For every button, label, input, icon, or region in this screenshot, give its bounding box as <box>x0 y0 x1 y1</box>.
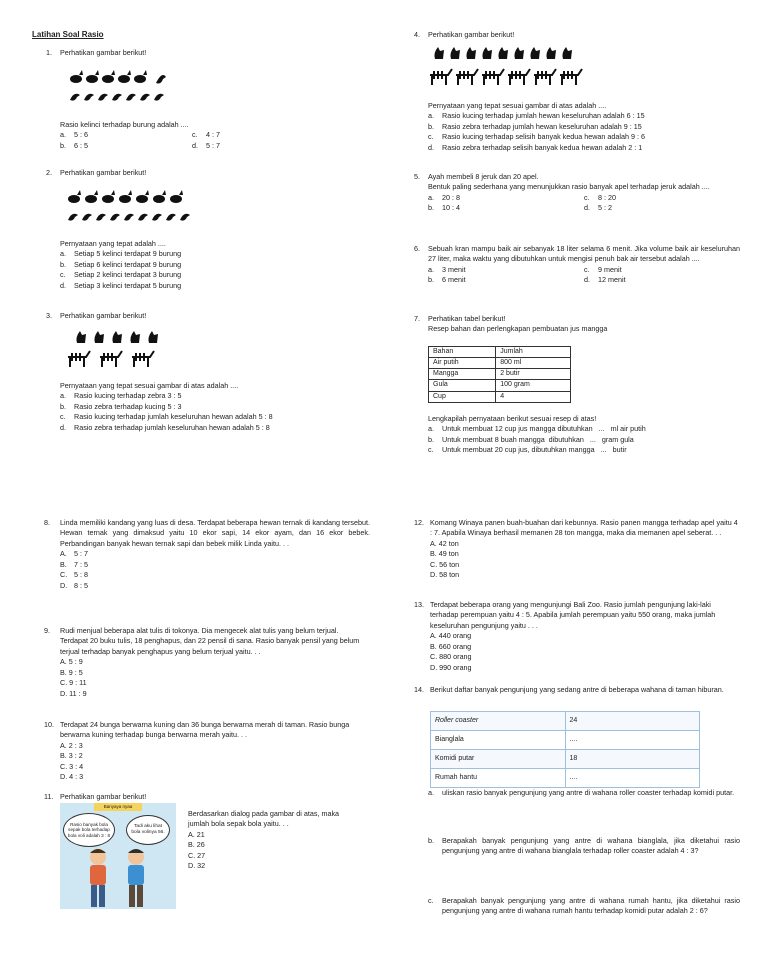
option-a[interactable]: a. 3 menit <box>428 264 466 274</box>
table-row: Bahan Jumlah <box>429 347 571 358</box>
picture-cats-zebras-2 <box>428 45 588 92</box>
question-7 <box>414 314 740 335</box>
cat-icon <box>434 47 444 59</box>
option-a[interactable]: A. 5 : 9 <box>60 657 83 667</box>
rabbit-icon <box>85 190 98 203</box>
cat-icon <box>76 331 86 343</box>
option-d[interactable]: d. 5 : 7 <box>192 140 220 150</box>
option-d[interactable]: D. 11 : 9 <box>60 688 87 698</box>
picture-rabbits-birds-2 <box>66 190 206 227</box>
bird-icon <box>154 94 164 101</box>
question-text: Perhatikan gambar berikut! <box>60 48 147 57</box>
question-prompt: Pernyataan yang tepat sesuai gambar di atas adalah .... <box>428 101 607 110</box>
sub-question-text: Berapakah banyak pengunjung yang antre di wahana rumah hantu, jika diketahui rasio pengunjung yang antre di wahana rumah hantu terhadap komidi putar adalah 2 : 6? <box>442 896 740 916</box>
dialog-illustration <box>60 803 176 909</box>
question-number: 14. <box>414 685 424 694</box>
cat-icon <box>466 47 476 59</box>
option-c[interactable]: C. 27 <box>188 850 206 860</box>
question-number: 10. <box>44 720 54 729</box>
question-number: 1. <box>46 48 52 57</box>
question-number: 6. <box>414 244 420 253</box>
bird-icon <box>140 94 150 101</box>
question-11 <box>44 792 146 802</box>
table-row: Cup 4 <box>429 391 571 402</box>
question-1 <box>46 48 256 58</box>
rabbit-icon <box>86 70 99 83</box>
option-c[interactable]: c. 8 : 20 <box>584 192 616 202</box>
zebra-icon <box>430 69 452 85</box>
question-number: 13. <box>414 600 424 609</box>
option-d[interactable]: D. 4 : 3 <box>60 772 84 782</box>
queue-table <box>430 711 700 788</box>
bird-icon <box>166 214 176 221</box>
question-10 <box>44 720 370 783</box>
option-d[interactable]: D. 32 <box>188 861 206 871</box>
question-number: 5. <box>414 172 420 181</box>
question-5 <box>414 172 740 214</box>
zebra-icon <box>132 351 154 367</box>
question-11-body <box>188 809 348 872</box>
question-4 <box>414 30 514 40</box>
rabbit-icon <box>118 70 131 83</box>
picture-rabbits-birds <box>68 70 168 107</box>
option-b[interactable]: b. 6 menit <box>428 275 466 285</box>
speech-bubble-right: Tadi aku lihat bola volinya 56. <box>126 815 170 845</box>
option-a[interactable]: A. 5 : 7 <box>60 549 88 559</box>
bird-icon <box>96 214 106 221</box>
option-a[interactable]: a. 5 : 6 <box>60 130 88 140</box>
rabbit-icon <box>102 190 115 203</box>
question-prompt: Pernyataan yang tepat adalah .... <box>60 239 166 248</box>
speech-bubble-left: Rasio banyak bola sepak bola terhadap bola voli adalah 3 : 8 <box>63 813 115 847</box>
question-text: Perhatikan gambar berikut! <box>60 792 147 801</box>
bird-icon <box>126 94 136 101</box>
question-text: Komang Winaya panen buah-buahan dari kebunnya. Rasio panen mangga terhadap apel yaitu 4 : 7. Apabila Winaya berhasil memanen 28 ton mangga, maka dia memanen apel seberat. . . <box>430 518 738 538</box>
question-prompt: Rasio kelinci terhadap burung adalah .... <box>60 120 189 129</box>
question-text: Sebuah kran mampu baik air sebanyak 18 liter selama 6 menit. Jika volume baik air keseluruhan 27 liter, maka waktu yang dibutuhkan untuk mengisi penuh bak air tersebut adalah .... <box>428 244 740 264</box>
rabbit-icon <box>153 190 166 203</box>
question-3-body <box>60 381 310 433</box>
option-a[interactable]: A. 21 <box>188 829 205 839</box>
option-b[interactable]: B. 9 : 5 <box>60 667 83 677</box>
option-b[interactable]: b. 6 : 5 <box>60 140 88 150</box>
question-number: 12. <box>414 518 424 527</box>
question-14-c: c. Berapakah banyak pengunjung yang antre di wahana rumah hantu, jika diketahui rasio pengunjung yang antre di wahana rumah hantu terhadap komidi putar adalah 2 : 6? <box>428 896 740 916</box>
sub-question-text: Berapakah banyak pengunjung yang antre di wahana bianglala, jika diketahui rasio pengunjung yang antre di wahana bianglala terhadap roller coaster adalah 4 : 3? <box>442 836 740 856</box>
option-c[interactable]: C. 9 : 11 <box>60 678 87 688</box>
option-b[interactable]: B. 49 ton <box>430 549 459 559</box>
zebra-icon <box>100 351 122 367</box>
option-a[interactable]: a. Setiap 5 kelinci terdapat 9 burung <box>60 249 182 259</box>
question-text: Perhatikan tabel berikut! <box>428 314 506 323</box>
table-row: Komidi putar 18 <box>431 750 700 769</box>
option-d[interactable]: D. 58 ton <box>430 570 460 580</box>
option-d[interactable]: d. Setiap 3 kelinci terdapat 5 burung <box>60 280 182 290</box>
question-number: 3. <box>46 311 52 320</box>
option-c[interactable]: c. Rasio kucing terhadap jumlah keseluruhan hewan adalah 5 : 8 <box>60 412 273 422</box>
question-text: Linda memiliki kandang yang luas di desa. Terdapat beberapa hewan ternak di kandang tersebut. Hewan ternak yang dimaksud yaitu 10 ekor sapi, 14 ekor ayam, dan 16 ekor bebek. Perbandingan banyak hewan ternak sapi dan bebek milik Linda yaitu. . . <box>60 518 370 548</box>
cat-icon <box>498 47 508 59</box>
option-a[interactable]: A. 440 orang <box>430 631 472 641</box>
question-number: 8. <box>44 518 50 527</box>
option-b[interactable]: b. Rasio zebra terhadap kucing 5 : 3 <box>60 401 182 411</box>
rabbit-icon <box>134 70 147 83</box>
bird-icon <box>98 94 108 101</box>
bird-icon <box>124 214 134 221</box>
question-text: Perhatikan gambar berikut! <box>428 30 515 39</box>
option-b[interactable]: B. 26 <box>188 840 205 850</box>
zebra-icon <box>456 69 478 85</box>
picture-cats-zebras <box>66 329 162 372</box>
option-b[interactable]: B. 660 orang <box>430 641 472 651</box>
zebra-icon <box>534 69 556 85</box>
question-8 <box>44 518 370 591</box>
question-6 <box>414 244 740 286</box>
banner: Banyaya nyaa <box>94 803 142 811</box>
question-number: 2. <box>46 168 52 177</box>
bird-icon <box>82 214 92 221</box>
question-number: 11. <box>44 792 54 801</box>
question-text: Perhatikan gambar berikut! <box>60 168 147 177</box>
option-d[interactable]: d. Rasio zebra terhadap jumlah keseluruhan hewan adalah 5 : 8 <box>60 422 270 432</box>
question-7-body <box>428 414 738 456</box>
rabbit-icon <box>70 70 83 83</box>
option-c[interactable]: c. Rasio kucing terhadap selisih banyak kedua hewan adalah 9 : 6 <box>428 132 645 142</box>
recipe-table <box>428 346 571 403</box>
bird-icon <box>156 75 166 84</box>
option-d[interactable]: d. Rasio zebra terhadap selisih banyak kedua hewan adalah 2 : 1 <box>428 142 643 152</box>
cat-icon <box>94 331 104 343</box>
table-row: Rumah hantu .... <box>431 769 700 788</box>
question-14-b: b. Berapakah banyak pengunjung yang antre di wahana bianglala, jika diketahui rasio pengunjung yang antre di wahana bianglala terhadap roller coaster adalah 4 : 3? <box>428 836 740 856</box>
question-number: 4. <box>414 30 420 39</box>
question-text: Terdapat 24 bunga berwarna kuning dan 36 bunga berwarna merah di taman. Rasio bunga berwarna kuning terhadap bunga berwarna merah yaitu. . . <box>60 720 350 740</box>
rabbit-icon <box>68 190 81 203</box>
option-a[interactable]: A. 2 : 3 <box>60 740 83 750</box>
boys-figure <box>80 847 156 909</box>
option-a[interactable]: a. 20 : 8 <box>428 192 460 202</box>
table-row: Gula 100 gram <box>429 380 571 391</box>
question-prompt: Pernyataan yang tepat sesuai gambar di atas adalah .... <box>60 381 239 390</box>
cat-icon <box>530 47 540 59</box>
question-14 <box>414 685 740 695</box>
question-4-body <box>428 101 728 153</box>
bird-icon <box>84 94 94 101</box>
question-prompt: Bentuk paling sederhana yang menunjukkan rasio banyak apel terhadap jeruk adalah .... <box>428 182 710 192</box>
question-9 <box>44 626 364 699</box>
zebra-icon <box>560 69 582 85</box>
question-number: 9. <box>44 626 50 635</box>
bird-icon <box>70 94 80 101</box>
question-12 <box>414 518 740 581</box>
table-row: Air putih 800 ml <box>429 358 571 369</box>
option-c[interactable]: C. 3 : 4 <box>60 761 84 771</box>
bird-icon <box>110 214 120 221</box>
question-3 <box>46 311 146 321</box>
question-2 <box>46 168 146 178</box>
question-prompt: Berdasarkan dialog pada gambar di atas, maka jumlah bola sepak bola yaitu. . . <box>188 809 340 829</box>
option-a[interactable]: a. Rasio kucing terhadap jumlah hewan keseluruhan adalah 6 : 15 <box>428 111 645 121</box>
option-b[interactable]: B. 7 : 5 <box>60 559 88 569</box>
option-a[interactable]: a. Untuk membuat 12 cup jus mangga dibutuhkan ... ml air putih <box>428 424 646 434</box>
option-c[interactable]: C. 5 : 8 <box>60 570 88 580</box>
option-b[interactable]: b. Setiap 6 kelinci terdapat 9 burung <box>60 259 182 269</box>
cat-icon <box>514 47 524 59</box>
sub-question-text: uliskan rasio banyak pengunjung yang antre di wahana roller coaster terhadap komidi putar. <box>442 788 735 797</box>
question-subtitle: Resep bahan dan perlengkapan pembuatan jus mangga <box>428 324 608 334</box>
cat-icon <box>546 47 556 59</box>
question-text: Rudi menjual beberapa alat tulis di tokonya. Dia mengecek alat tulis yang belum terjual. Terdapat 20 buku tulis, 18 penghapus, dan 22 pensil di sana. Rasio banyak pensil yang belum terjual terhadap banyak penghapus yang belum terjual yaitu. . . <box>60 626 360 656</box>
rabbit-icon <box>136 190 149 203</box>
option-b[interactable]: b. Untuk membuat 8 buah mangga dibutuhkan ... gram gula <box>428 434 634 444</box>
zebra-icon <box>68 351 90 367</box>
cat-icon <box>130 331 140 343</box>
option-b[interactable]: b. Rasio zebra terhadap jumlah hewan keseluruhan adalah 9 : 15 <box>428 121 642 131</box>
rabbit-icon <box>119 190 132 203</box>
option-d[interactable]: D. 8 : 5 <box>60 580 88 590</box>
question-text: Perhatikan gambar berikut! <box>60 311 147 320</box>
option-c[interactable]: c. 4 : 7 <box>192 130 220 140</box>
question-14-a: a. uliskan rasio banyak pengunjung yang antre di wahana roller coaster terhadap komidi putar. <box>428 788 740 798</box>
option-a[interactable]: A. 42 ton <box>430 538 459 548</box>
cat-icon <box>482 47 492 59</box>
bird-icon <box>138 214 148 221</box>
option-c[interactable]: c. Untuk membuat 20 cup jus, dibutuhkan mangga ... butir <box>428 445 627 455</box>
table-row: Roller coaster 24 <box>431 712 700 731</box>
rabbit-icon <box>102 70 115 83</box>
option-b[interactable]: b. 10 : 4 <box>428 203 460 213</box>
question-text: Berikut daftar banyak pengunjung yang sedang antre di beberapa wahana di taman hiburan. <box>430 685 724 694</box>
question-2-body <box>60 239 260 291</box>
cat-icon <box>148 331 158 343</box>
cat-icon <box>112 331 122 343</box>
bird-icon <box>152 214 162 221</box>
zebra-icon <box>508 69 530 85</box>
page-title: Latihan Soal Rasio <box>32 30 104 39</box>
bird-icon <box>112 94 122 101</box>
question-prompt: Lengkapilah pernyataan berikut sesuai resep di atas! <box>428 414 597 423</box>
option-c[interactable]: C. 880 orang <box>430 652 472 662</box>
option-d[interactable]: d. 12 menit <box>584 275 626 285</box>
cat-icon <box>562 47 572 59</box>
option-c[interactable]: C. 56 ton <box>430 559 460 569</box>
option-c[interactable]: c. Setiap 2 kelinci terdapat 3 burung <box>60 270 182 280</box>
bird-icon <box>180 214 190 221</box>
cat-icon <box>450 47 460 59</box>
question-13 <box>414 600 740 673</box>
question-text: Ayah membeli 8 jeruk dan 20 apel. <box>428 172 539 181</box>
question-text: Terdapat beberapa orang yang mengunjungi Bali Zoo. Rasio jumlah pengunjung laki-laki terhadap perempuan yaitu 4 : 5. Apabila jumlah perempuan yaitu 550 orang, maka jumlah keseluruhan pengunjung yaitu . . . <box>430 600 716 630</box>
zebra-icon <box>482 69 504 85</box>
option-d[interactable]: d. 5 : 2 <box>584 203 612 213</box>
table-row: Bianglala .... <box>431 731 700 750</box>
question-1-body <box>60 120 260 151</box>
rabbit-icon <box>170 190 183 203</box>
question-number: 7. <box>414 314 420 323</box>
option-b[interactable]: B. 3 : 2 <box>60 751 83 761</box>
option-a[interactable]: a. Rasio kucing terhadap zebra 3 : 5 <box>60 391 182 401</box>
option-d[interactable]: D. 990 orang <box>430 662 472 672</box>
bird-icon <box>68 214 78 221</box>
table-row: Mangga 2 butir <box>429 369 571 380</box>
option-c[interactable]: c. 9 menit <box>584 264 622 274</box>
